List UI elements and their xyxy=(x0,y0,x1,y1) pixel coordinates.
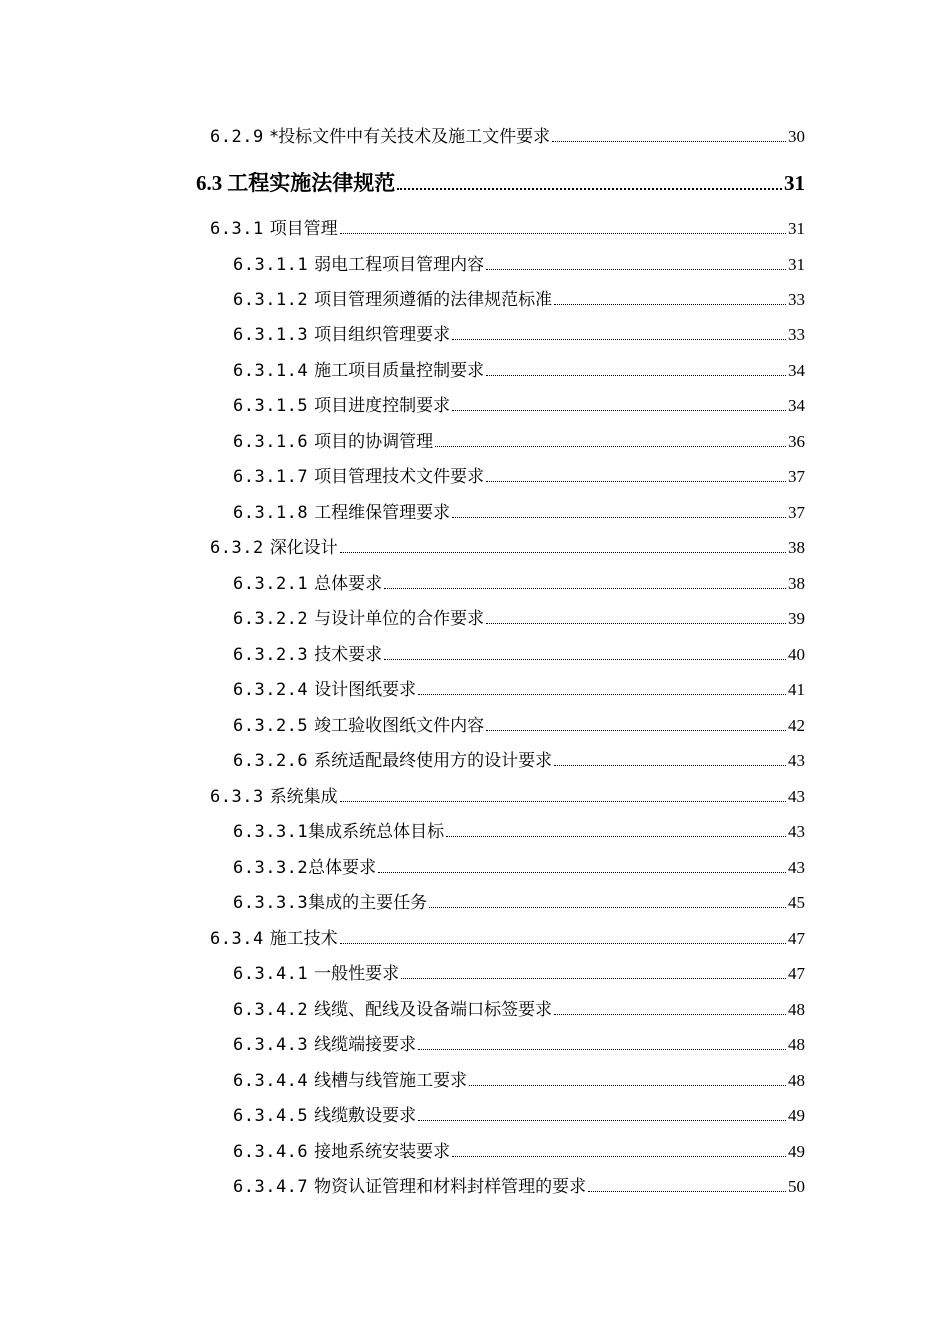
toc-entry-number: 6.3.3 xyxy=(210,787,264,807)
toc-entry-number: 6.3.2.1 xyxy=(233,574,309,594)
toc-entry-number: 6.3.3.3 xyxy=(233,893,309,913)
dot-leader xyxy=(486,623,786,624)
toc-entry-6-3-2-3[interactable] xyxy=(233,643,805,667)
toc-entry-page-number: 37 xyxy=(788,467,805,486)
toc-entry-6-3-1-3[interactable] xyxy=(233,323,805,347)
toc-entry-title: 项目管理须遵循的法律规范标准 xyxy=(314,290,553,310)
toc-entry-title: 集成系统总体目标 xyxy=(308,822,445,842)
dot-leader xyxy=(588,1191,786,1192)
toc-entry-page-number: 36 xyxy=(788,432,805,451)
toc-entry-number: 6.2.9 xyxy=(210,127,264,147)
toc-entry-number: 6.3.1.1 xyxy=(233,255,309,275)
toc-entry-6-3-4-6[interactable] xyxy=(233,1140,805,1164)
toc-entry-title: 线缆端接要求 xyxy=(314,1035,417,1055)
dot-leader xyxy=(452,1156,786,1157)
toc-entry-6-3-2-5[interactable] xyxy=(233,714,805,738)
dot-leader xyxy=(418,1049,786,1050)
toc-entry-title: 线缆、配线及设备端口标签要求 xyxy=(314,1000,553,1020)
toc-entry-title: 技术要求 xyxy=(314,645,383,665)
toc-entry-6-3-2-6[interactable] xyxy=(233,749,805,773)
toc-entry-page-number: 49 xyxy=(788,1142,805,1161)
toc-entry-title: 项目的协调管理 xyxy=(314,432,434,452)
toc-entry-title: 总体要求 xyxy=(314,574,383,594)
dot-leader xyxy=(452,339,786,340)
toc-entry-title: 与设计单位的合作要求 xyxy=(314,609,485,629)
toc-entry-number: 6.3.4.5 xyxy=(233,1106,309,1126)
toc-entry-title: 接地系统安装要求 xyxy=(314,1142,451,1162)
dot-leader xyxy=(486,730,786,731)
toc-entry-6-3-3-2[interactable] xyxy=(233,856,805,880)
toc-entry-title: 竣工验收图纸文件内容 xyxy=(314,716,485,736)
toc-entry-number: 6.3.1.4 xyxy=(233,361,309,381)
dot-leader xyxy=(340,233,786,234)
toc-entry-page-number: 48 xyxy=(788,1035,805,1054)
toc-entry-6-3-3-3[interactable] xyxy=(233,891,805,915)
dot-leader xyxy=(486,375,786,376)
toc-entry-6-3-2[interactable] xyxy=(210,536,805,560)
toc-entry-number: 6.3.2.3 xyxy=(233,645,309,665)
toc-entry-6-3-2-1[interactable] xyxy=(233,572,805,596)
toc-entry-number: 6.3.4.1 xyxy=(233,964,309,984)
toc-entry-page-number: 45 xyxy=(788,893,805,912)
toc-entry-page-number: 37 xyxy=(788,503,805,522)
toc-entry-number: 6.3.2.2 xyxy=(233,609,309,629)
toc-entry-6-3[interactable] xyxy=(196,169,805,197)
dot-leader xyxy=(469,1085,786,1086)
toc-entry-title: *投标文件中有关技术及施工文件要求 xyxy=(269,127,551,147)
dot-leader xyxy=(418,694,786,695)
toc-entry-title: 项目进度控制要求 xyxy=(314,396,451,416)
toc-entry-6-3-4-4[interactable] xyxy=(233,1069,805,1093)
dot-leader xyxy=(452,517,786,518)
toc-entry-title: 深化设计 xyxy=(269,538,338,558)
dot-leader xyxy=(554,304,786,305)
toc-entry-page-number: 34 xyxy=(788,396,805,415)
dot-leader xyxy=(401,978,786,979)
dot-leader xyxy=(552,141,786,142)
toc-entry-title: 工程实施法律规范 xyxy=(227,171,396,195)
toc-entry-title: 施工技术 xyxy=(269,929,338,949)
toc-entry-6-3-1-7[interactable] xyxy=(233,465,805,489)
toc-entry-page-number: 38 xyxy=(788,538,805,557)
toc-entry-6-3-1[interactable] xyxy=(210,217,805,241)
toc-entry-6-3-4[interactable] xyxy=(210,927,805,951)
toc-entry-number: 6.3.4.6 xyxy=(233,1142,309,1162)
toc-entry-number: 6.3.1.2 xyxy=(233,290,309,310)
toc-entry-number: 6.3.3.1 xyxy=(233,822,309,842)
toc-entry-number: 6.3.1.3 xyxy=(233,325,309,345)
toc-entry-page-number: 49 xyxy=(788,1106,805,1125)
toc-entry-number: 6.3 xyxy=(196,171,223,195)
toc-entry-page-number: 47 xyxy=(788,929,805,948)
toc-entry-number: 6.3.4.4 xyxy=(233,1071,309,1091)
toc-entry-title: 弱电工程项目管理内容 xyxy=(314,255,485,275)
toc-entry-number: 6.3.4.7 xyxy=(233,1177,309,1197)
toc-entry-title: 项目管理技术文件要求 xyxy=(314,467,485,487)
toc-entry-page-number: 33 xyxy=(788,325,805,344)
toc-entry-number: 6.3.2.5 xyxy=(233,716,309,736)
dot-leader xyxy=(429,907,786,908)
toc-entry-title: 集成的主要任务 xyxy=(308,893,428,913)
toc-entry-page-number: 42 xyxy=(788,716,805,735)
toc-entry-page-number: 48 xyxy=(788,1071,805,1090)
toc-entry-6-3-4-3[interactable] xyxy=(233,1033,805,1057)
toc-entry-number: 6.3.3.2 xyxy=(233,858,309,878)
toc-entry-6-3-1-1[interactable] xyxy=(233,253,805,277)
dot-leader xyxy=(384,588,786,589)
toc-entry-6-3-4-1[interactable] xyxy=(233,962,805,986)
dot-leader xyxy=(554,1014,786,1015)
toc-entry-6-3-1-5[interactable] xyxy=(233,394,805,418)
dot-leader xyxy=(486,269,786,270)
toc-entry-page-number: 48 xyxy=(788,1000,805,1019)
toc-entry-page-number: 41 xyxy=(788,680,805,699)
toc-entry-page-number: 38 xyxy=(788,574,805,593)
toc-entry-page-number: 39 xyxy=(788,609,805,628)
toc-entry-number: 6.3.4 xyxy=(210,929,264,949)
toc-entry-number: 6.3.2.6 xyxy=(233,751,309,771)
toc-entry-page-number: 34 xyxy=(788,361,805,380)
dot-leader xyxy=(397,188,782,190)
toc-entry-6-3-1-8[interactable] xyxy=(233,501,805,525)
toc-entry-number: 6.3.4.3 xyxy=(233,1035,309,1055)
toc-entry-title: 施工项目质量控制要求 xyxy=(314,361,485,381)
toc-entry-title: 线槽与线管施工要求 xyxy=(314,1071,468,1091)
toc-entry-page-number: 31 xyxy=(788,219,805,238)
dot-leader xyxy=(340,943,786,944)
toc-entry-page-number: 50 xyxy=(788,1177,805,1196)
toc-entry-6-3-3-1[interactable] xyxy=(233,820,805,844)
toc-entry-6-3-1-2[interactable] xyxy=(233,288,805,312)
toc-entry-title: 工程维保管理要求 xyxy=(314,503,451,523)
toc-entry-6-3-4-2[interactable] xyxy=(233,998,805,1022)
toc-entry-number: 6.3.1 xyxy=(210,219,264,239)
toc-entry-title: 系统适配最终使用方的设计要求 xyxy=(314,751,553,771)
dot-leader xyxy=(435,446,786,447)
toc-entry-title: 系统集成 xyxy=(269,787,338,807)
toc-entry-page-number: 33 xyxy=(788,290,805,309)
toc-entry-title: 项目组织管理要求 xyxy=(314,325,451,345)
toc-entry-6-3-1-6[interactable] xyxy=(233,430,805,454)
toc-entry-page-number: 43 xyxy=(788,822,805,841)
dot-leader xyxy=(554,765,786,766)
toc-entry-6-3-1-4[interactable] xyxy=(233,359,805,383)
dot-leader xyxy=(446,836,786,837)
toc-entry-6-2-9[interactable] xyxy=(210,125,805,149)
toc-entry-title: 项目管理 xyxy=(269,219,338,239)
dot-leader xyxy=(452,410,786,411)
toc-entry-number: 6.3.1.6 xyxy=(233,432,309,452)
toc-entry-6-3-4-7[interactable] xyxy=(233,1175,805,1199)
dot-leader xyxy=(340,552,786,553)
dot-leader xyxy=(340,801,786,802)
toc-entry-page-number: 43 xyxy=(788,751,805,770)
toc-entry-number: 6.3.2.4 xyxy=(233,680,309,700)
toc-entry-number: 6.3.2 xyxy=(210,538,264,558)
toc-entry-number: 6.3.4.2 xyxy=(233,1000,309,1020)
toc-entry-title: 总体要求 xyxy=(308,858,377,878)
dot-leader xyxy=(378,872,786,873)
toc-entry-page-number: 31 xyxy=(784,171,805,195)
toc-entry-page-number: 30 xyxy=(788,127,805,146)
dot-leader xyxy=(384,659,786,660)
toc-entry-title: 线缆敷设要求 xyxy=(314,1106,417,1126)
toc-entry-6-3-4-5[interactable] xyxy=(233,1104,805,1128)
toc-entry-number: 6.3.1.5 xyxy=(233,396,309,416)
toc-entry-6-3-3[interactable] xyxy=(210,785,805,809)
toc-entry-title: 物资认证管理和材料封样管理的要求 xyxy=(314,1177,587,1197)
toc-entry-page-number: 43 xyxy=(788,858,805,877)
dot-leader xyxy=(486,481,786,482)
toc-entry-page-number: 47 xyxy=(788,964,805,983)
toc-entry-6-3-2-2[interactable] xyxy=(233,607,805,631)
dot-leader xyxy=(418,1120,786,1121)
toc-entry-page-number: 31 xyxy=(788,255,805,274)
toc-entry-page-number: 43 xyxy=(788,787,805,806)
toc-entry-6-3-2-4[interactable] xyxy=(233,678,805,702)
toc-entry-number: 6.3.1.8 xyxy=(233,503,309,523)
toc-entry-title: 一般性要求 xyxy=(314,964,400,984)
toc-entry-number: 6.3.1.7 xyxy=(233,467,309,487)
toc-entry-title: 设计图纸要求 xyxy=(314,680,417,700)
toc-entry-page-number: 40 xyxy=(788,645,805,664)
